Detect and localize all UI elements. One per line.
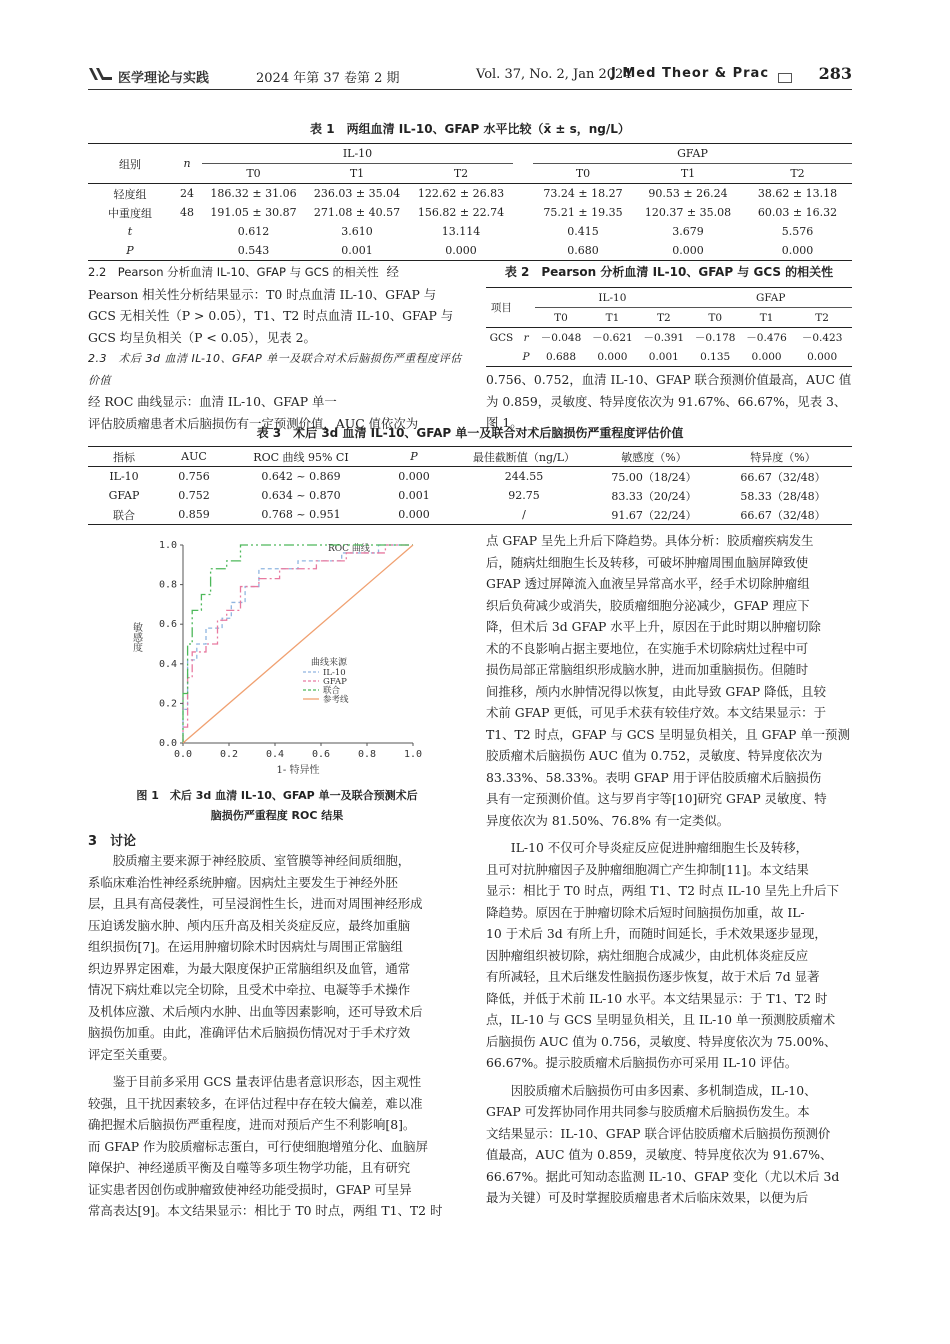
legend-label: IL-10	[323, 668, 346, 678]
text-line: 而 GFAP 作为胶质瘤标志蛋白，可行使细胞增殖分化、血脑屏	[88, 1138, 428, 1154]
table-row	[88, 486, 852, 505]
text-line: 脑损伤加重。由此，准确评估术后脑损伤情况对于手术疗效	[88, 1025, 411, 1040]
text-line: 为 0.859，灵敏度、特异度依次为 91.67%、66.67%，见表 3、图 1。	[486, 393, 847, 430]
table-row	[88, 184, 852, 204]
t3-cell: 92.75	[508, 489, 540, 502]
table-row	[88, 505, 852, 525]
text-line: 文结果显示：IL-10、GFAP 联合评估胶质瘤术后脑损伤预测价	[486, 1125, 831, 1141]
t3-cell: 0.642 ~ 0.869	[261, 470, 341, 483]
t3-cell: 0.634 ~ 0.870	[261, 489, 341, 502]
paragraph	[88, 850, 466, 1065]
t2-h-item: 项目	[486, 288, 517, 328]
text-line: 后脑损伤 AUC 值为 0.756，灵敏度、特异度依次为 75.00%、	[486, 1033, 837, 1049]
text-line: 10 于术后 3d 有所上升，而随时间延长，手术效果逐步显现，	[486, 926, 827, 941]
t3-header: P	[410, 450, 418, 463]
text-line: 常高表达[9]。本文结果显示：相比于 T0 时点，两组 T1、T2 时	[88, 1203, 443, 1218]
t3-cell: 66.67（32/48）	[740, 470, 826, 484]
text-line: 障保护、神经递质平衡及自噬等多项生物学功能，且有研究	[88, 1160, 411, 1175]
t1-cell: 3.610	[341, 225, 373, 238]
t3-header: AUC	[181, 450, 207, 463]
y-tick-label: 0.0	[158, 738, 177, 749]
t1-cell: t	[127, 225, 133, 238]
sec23-heading: 2.3 术后 3d 血清 IL-10、GFAP 单一及联合对术后脑损伤严重程度评估价值	[88, 352, 462, 387]
t3-cell: 联合	[113, 508, 135, 522]
text-line: 鉴于目前多采用 GCS 量表评估患者意识形态，因主观性	[112, 1074, 422, 1089]
t2-cell: －0.423	[801, 332, 843, 344]
text-line: 层，且具有高侵袭性，可呈浸润性生长，进而对周围神经形成	[88, 896, 423, 911]
t3-cell: GFAP	[108, 489, 140, 502]
t3-header: ROC 曲线 95% CI	[253, 450, 349, 464]
t1-cell: P	[126, 244, 134, 257]
y-tick-label: 1.0	[158, 540, 177, 551]
chart-title: ROC 曲线	[328, 544, 370, 554]
text-line: 值最高，AUC 值为 0.859，灵敏度、特异度依次为 91.67%、	[486, 1147, 833, 1162]
t1-cell: 236.03 ± 35.04	[313, 187, 401, 200]
table3	[88, 446, 852, 525]
t1-h-t2: T2	[743, 164, 852, 184]
table2	[486, 287, 852, 367]
t3-cell: 75.00（18/24）	[611, 470, 697, 484]
t1-h-t1: T1	[305, 164, 409, 184]
text-line: 术前 GFAP 更低，可见手术获有较佳疗效。本文结果显示：于	[486, 705, 826, 720]
t1-cell: 75.21 ± 19.35	[543, 206, 623, 219]
t3-cell: 91.67（22/24）	[611, 508, 697, 522]
x-tick-label: 0.4	[265, 749, 285, 760]
x-tick-label: 0.2	[219, 749, 239, 760]
text-line: 66.67%。据此可知动态监测 IL-10、GFAP 变化（尤以术后 3d	[486, 1168, 840, 1184]
roc-chart	[88, 528, 468, 786]
t1-cell: 0.000	[781, 244, 814, 257]
text-line: 织边界界定困难，为最大限度保护正常脑组织及血管，通常	[88, 960, 411, 976]
sec22-line: GCS 无相关性（P > 0.05），T1、T2 时点血清 IL-10、GFAP 与	[88, 308, 454, 323]
page-number: 283	[818, 64, 852, 83]
t3-cell: 83.33（20/24）	[611, 489, 697, 503]
text-line: 显示：相比于 T0 时点，两组 T1、T2 时点 IL-10 呈先上升后下	[486, 883, 839, 898]
t3-cell: 244.55	[504, 470, 544, 483]
t2-cell: －0.391	[643, 332, 685, 344]
t1-h-gfap: GFAP	[533, 144, 852, 164]
t3-cell: /	[522, 508, 526, 521]
t3-header: 指标	[113, 450, 135, 464]
text-line: T1、T2 时点，GFAP 与 GCS 呈明显负相关，且 GFAP 单一预测	[486, 726, 850, 742]
table-row	[486, 347, 852, 367]
t3-cell: 0.000	[398, 470, 430, 483]
t3-cell: 0.768 ~ 0.951	[261, 508, 341, 521]
text-line: 胶质瘤术后脑损伤 AUC 值为 0.752，灵敏度、特异度依次为	[486, 748, 823, 763]
text-line: GFAP 透过屏障流入血液呈异常高水平，经手术切除肿瘤组	[486, 576, 810, 591]
y-tick-label: 0.6	[158, 619, 177, 631]
text-line: 组织损伤[7]。在运用肿瘤切除术时因病灶与周围正常脑组	[88, 939, 403, 954]
section-2-2	[88, 261, 466, 434]
t1-cell: 0.000	[672, 244, 704, 257]
issue-en: Vol. 37, No. 2, Jan 2024	[476, 67, 632, 82]
sec22-line: Pearson 相关性分析结果显示：T0 时点血清 IL-10、GFAP 与	[88, 286, 437, 302]
discussion-right	[486, 530, 852, 1209]
paragraph	[486, 1080, 852, 1209]
t2-h-t: T1	[741, 308, 792, 328]
t3-cell: IL-10	[109, 470, 139, 483]
text-line: 证实患者因创伤或肿瘤致使神经功能受损时，GFAP 可呈异	[88, 1181, 412, 1197]
t1-h-t2: T2	[409, 164, 513, 184]
y-tick-label: 0.4	[158, 658, 177, 670]
y-tick-label: 0.2	[158, 698, 177, 710]
text-line: 因胶质瘤术后脑损伤可由多因素、多机制造成，IL-10、	[510, 1082, 817, 1098]
t1-cell: 122.62 ± 26.83	[417, 187, 505, 200]
t2-h-t: T2	[792, 308, 852, 328]
t1-cell: 3.679	[672, 225, 704, 238]
t2-h-t: T0	[535, 308, 586, 328]
table-row	[486, 328, 852, 348]
t3-cell: 58.33（28/48）	[740, 489, 826, 503]
t1-cell: 中重度组	[108, 206, 152, 220]
header-rule	[88, 89, 852, 90]
t1-cell: 60.03 ± 16.32	[757, 206, 838, 219]
text-line: 术的不良影响占据主要地位，在实施手术切除病灶过程中可	[486, 640, 809, 656]
paragraph	[486, 837, 852, 1074]
t2-h-t: T2	[638, 308, 689, 328]
journal-name: 医学理论与实践	[118, 71, 210, 86]
t1-h-group: 组别	[88, 144, 172, 184]
x-axis-label: 1- 特异性	[276, 765, 320, 776]
t1-h-t0: T0	[533, 164, 633, 184]
t2-cell: －0.476	[746, 332, 787, 344]
t1-cell: 0.612	[237, 225, 270, 238]
t3-header: 特异度（%）	[750, 450, 816, 464]
t2-cell: 0.000	[807, 350, 838, 363]
y-axis-label: 敏感度	[130, 622, 142, 652]
legend-label: 参考线	[323, 695, 349, 705]
sec22-line: GCS 均呈负相关（P < 0.05），见表 2。	[88, 329, 316, 345]
figure-caption	[88, 786, 466, 826]
t2-cell: 0.000	[751, 350, 782, 363]
table3-caption: 表 3 术后 3d 血清 IL-10、GFAP 单一及联合对术后脑损伤严重程度评估价值	[256, 426, 684, 440]
t1-h-n: n	[172, 144, 202, 184]
text-line: 压迫诱发脑水肿、颅内压升高及相关炎症反应，最终加重脑	[88, 917, 411, 933]
t3-cell: 0.756	[178, 470, 210, 483]
text-line: 降趋势。原因在于肿瘤切除术后短时间脑损伤加重，故 IL-	[486, 904, 805, 920]
text-line: 评定至关重要。	[88, 1046, 175, 1062]
table-row	[88, 467, 852, 487]
t1-cell: 0.680	[567, 244, 599, 257]
t1-cell: 73.24 ± 18.27	[543, 187, 623, 200]
t3-cell: 66.67（32/48）	[740, 508, 826, 522]
text-line: IL-10 不仅可介导炎症反应促进肿瘤细胞生长及转移，	[510, 840, 809, 855]
t1-h-il10: IL-10	[202, 144, 513, 164]
section-3-heading: 3 讨论	[88, 834, 137, 849]
y-tick-label: 0.8	[158, 579, 177, 591]
text-line: 最为关键）可及时掌握胶质瘤患者术后临床效果，以便为后	[486, 1190, 809, 1205]
t1-cell: 13.114	[441, 225, 481, 238]
t2-cell: 0.000	[597, 350, 628, 363]
t2-cell: 0.001	[648, 350, 679, 363]
t2-h-t: T1	[587, 308, 638, 328]
text-line: 具有一定预测价值。这与罗肖宇等[10]研究 GFAP 灵敏度、特	[486, 791, 827, 806]
t3-header: 敏感度（%）	[621, 450, 687, 464]
t1-cell: 120.37 ± 35.08	[644, 206, 732, 219]
t2-h-il10: IL-10	[535, 288, 689, 308]
x-tick-label: 1.0	[403, 749, 423, 760]
legend-title: 曲线来源	[311, 658, 348, 668]
text-line: GFAP 可发挥协同作用共同参与胶质瘤术后脑损伤发生。本	[486, 1104, 810, 1119]
t3-header: 最佳截断值（ng/L）	[472, 450, 576, 464]
text-line: 及机体应激、术后颅内水肿、出血等因素影响，还可导致术后	[88, 1003, 423, 1019]
text-line: 降，但术后 3d GFAP 水平上升，原因在于此时期以肿瘤切除	[486, 619, 821, 634]
text-line: 83.33%、58.33%。表明 GFAP 用于评估胶质瘤术后脑损伤	[486, 769, 822, 785]
text-line: 确把握术后脑损伤严重程度，进而对预后产生不利影响[8]。	[88, 1117, 416, 1132]
t1-cell: 24	[180, 187, 194, 200]
text-line: 且可对抗肿瘤因子及肿瘤细胞凋亡产生抑制[11]。本文结果	[486, 861, 809, 877]
x-tick-label: 0.0	[173, 749, 193, 760]
t1-h-t0: T0	[202, 164, 305, 184]
sec23-line: 评估胶质瘤患者术后脑损伤有一定预测价值，AUC 值依次为	[88, 415, 419, 431]
text-line: 损伤局部正常脑组织形成脑水肿，进而加重脑损伤。但随时	[486, 662, 809, 677]
issue-cn: 2024 年第 37 卷第 2 期	[256, 71, 400, 86]
text-line: 0.756、0.752，血清 IL-10、GFAP 联合预测价值最高，AUC 值	[486, 372, 852, 387]
text-line: 情况下病灶难以完全切除，且受术中牵拉、电凝等手术操作	[88, 982, 411, 997]
t1-cell: 0.415	[567, 225, 599, 238]
table2-caption: 表 2 Pearson 分析血清 IL-10、GFAP 与 GCS 的相关性	[504, 265, 834, 279]
t2-cell: －0.048	[540, 332, 582, 344]
x-tick-label: 0.6	[311, 749, 331, 760]
legend-label: GFAP	[323, 677, 347, 687]
text-line: 织后负荷减少或消失，胶质瘤细胞分泌减少，GFAP 理应下	[486, 597, 810, 613]
legend-label: 联合	[323, 686, 341, 696]
x-tick-label: 0.8	[357, 749, 377, 760]
header-box-icon	[778, 73, 792, 83]
t2-cell: －0.178	[694, 332, 736, 344]
t1-cell: 271.08 ± 40.57	[313, 206, 401, 219]
discussion-left	[88, 850, 466, 1222]
running-header	[88, 64, 852, 88]
t1-cell: 轻度组	[113, 187, 147, 201]
paragraph	[88, 1071, 466, 1222]
t1-h-t1: T1	[633, 164, 743, 184]
table-row	[88, 241, 852, 261]
text-line: 间推移，颅内水肿情况得以恢复，由此导致 GFAP 降低，且较	[486, 683, 826, 699]
t3-cell: 0.001	[398, 489, 430, 502]
t2-p-label: P	[522, 350, 530, 363]
t2-row-label: GCS	[489, 331, 514, 344]
t1-cell: 0.001	[341, 244, 373, 257]
t1-cell: 156.82 ± 22.74	[417, 206, 505, 219]
journal-abbr: J Med Theor & Prac	[611, 66, 770, 81]
journal-logo-icon	[88, 66, 114, 86]
text-line: 66.67%。提示胶质瘤术后脑损伤亦可采用 IL-10 评估。	[486, 1055, 798, 1070]
figure-caption-line: 脑损伤严重程度 ROC 结果	[210, 809, 344, 822]
t1-cell: 0.000	[445, 244, 477, 257]
t1-cell: 0.543	[237, 244, 270, 257]
sec22-line: 经	[386, 264, 399, 279]
text-line: 胶质瘤主要来源于神经胶质、室管膜等神经间质细胞，	[112, 853, 411, 868]
t3-cell: 0.859	[178, 508, 210, 521]
table-row	[88, 203, 852, 222]
t1-cell: 48	[180, 206, 194, 219]
text-line: 系临床难治性神经系统肿瘤。因病灶主要发生于神经外胚	[88, 874, 398, 890]
t1-cell: 38.62 ± 13.18	[757, 187, 838, 200]
sec23-line: 经 ROC 曲线显示：血清 IL-10、GFAP 单一	[88, 394, 337, 409]
t1-cell: 186.32 ± 31.06	[210, 187, 297, 200]
t2-cell: 0.135	[700, 350, 731, 363]
paragraph	[486, 530, 852, 831]
table1	[88, 143, 852, 261]
t2-h-gfap: GFAP	[690, 288, 853, 308]
t1-cell: 5.576	[781, 225, 814, 238]
table-row	[88, 222, 852, 241]
text-line: 点 GFAP 呈先上升后下降趋势。具体分析：胶质瘤疾病发生	[486, 533, 814, 548]
t3-cell: 0.000	[398, 508, 430, 521]
text-line: 降低，并低于术前 IL-10 水平。本文结果显示：于 T1、T2 时	[486, 990, 828, 1006]
t3-cell: 0.752	[178, 489, 210, 502]
text-line: 后，随病灶细胞生长及转移，可破坏肿瘤周围血脑屏障致使	[486, 554, 809, 570]
t2-r-label: r	[523, 331, 529, 344]
sec22-heading: 2.2 Pearson 分析血清 IL-10、GFAP 与 GCS 的相关性	[88, 265, 379, 279]
text-line: 较强，且干扰因素较多，在评估过程中存在较大偏差，难以准	[88, 1095, 423, 1111]
text-line: 有所减轻，且术后继发性脑损伤逐步恢复，故于术后 7d 显著	[486, 969, 820, 984]
text-line: 异度依次为 81.50%、76.8% 有一定类似。	[486, 812, 730, 828]
table1-caption: 表 1 两组血清 IL-10、GFAP 水平比较（x̄ ± s，ng/L）	[310, 122, 630, 136]
figure-caption-line: 图 1 术后 3d 血清 IL-10、GFAP 单一及联合预测术后	[136, 789, 418, 802]
t1-cell: 90.53 ± 26.24	[648, 187, 728, 200]
t1-cell: 191.05 ± 30.87	[210, 206, 297, 219]
text-line: 点，IL-10 与 GCS 呈明显负相关，且 IL-10 单一预测胶质瘤术	[486, 1012, 836, 1027]
t2-cell: 0.688	[545, 350, 577, 363]
t2-h-t: T0	[690, 308, 741, 328]
text-line: 因肿瘤组织被切除，病灶细胞合成减少，由此机体炎症反应	[486, 947, 809, 963]
t2-cell: －0.621	[592, 332, 633, 344]
